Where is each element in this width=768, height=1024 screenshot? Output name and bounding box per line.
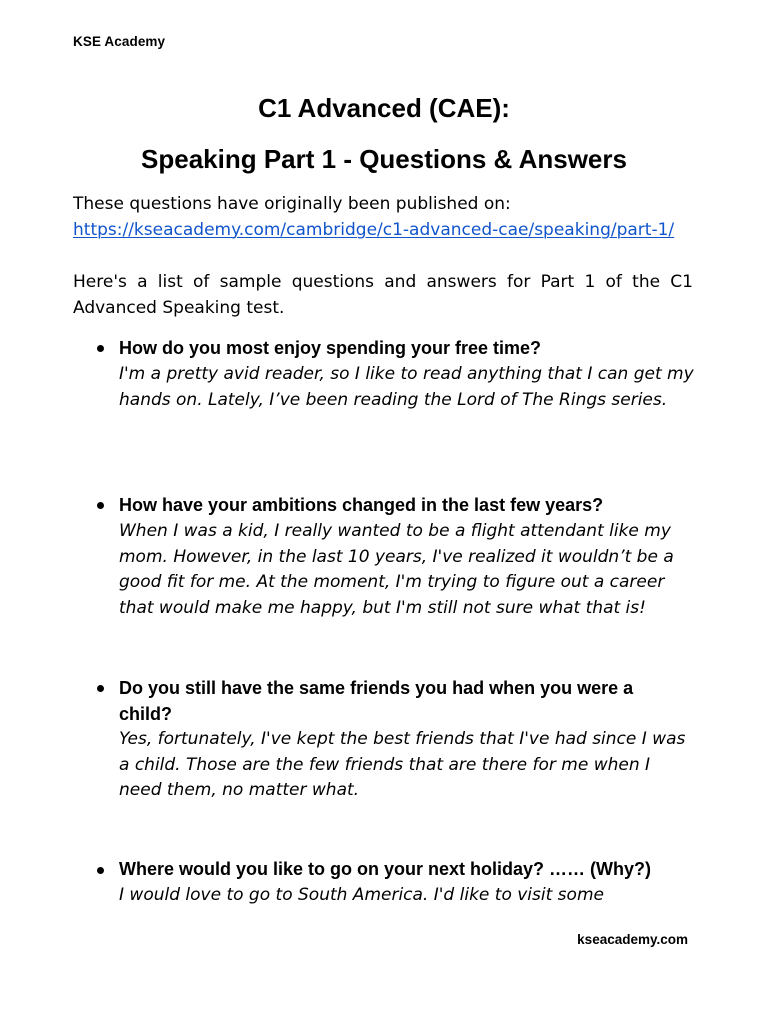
bullet-icon bbox=[97, 685, 104, 692]
bullet-icon bbox=[97, 345, 104, 352]
question-text: How do you most enjoy spending your free time? bbox=[119, 338, 542, 358]
source-note bbox=[73, 192, 693, 243]
page-subtitle: Speaking Part 1 - Questions & Answers bbox=[141, 144, 627, 174]
question-text: Where would you like to go on your next holiday? …… (Why?) bbox=[119, 859, 652, 879]
question-text: How have your ambitions changed in the last few years? bbox=[119, 495, 604, 515]
source-text: These questions have originally been published on: bbox=[73, 194, 511, 214]
answer-text: I would love to go to South America. I'd like to visit some bbox=[119, 885, 604, 905]
footer-site: kseacademy.com bbox=[577, 932, 688, 947]
header-brand: KSE Academy bbox=[73, 34, 166, 49]
bullet-icon bbox=[97, 502, 104, 509]
source-link[interactable]: https://kseacademy.com/cambridge/c1-advanced-cae/speaking/part-1/ bbox=[73, 219, 675, 240]
page-title: C1 Advanced (CAE): bbox=[258, 93, 510, 123]
answer-text: When I was a kid, I really wanted to be a flight attendant like my mom. However, in the last 10 years, I've realized it wouldn’t be a good fit for me. At the moment, I'm trying to figure out a career that would make me happy, but I'm still not sure what that is! bbox=[119, 521, 674, 618]
question-text: Do you still have the same friends you had when you were a child? bbox=[119, 678, 634, 724]
answer-text: I'm a pretty avid reader, so I like to read anything that I can get my hands on. Lately, I’ve been reading the Lord of The Rings series. bbox=[119, 364, 694, 410]
answer-text: Yes, fortunately, I've kept the best friends that I've had since I was a child. Those are the few friends that are there for me when I need them, no matter what. bbox=[119, 729, 686, 800]
bullet-icon bbox=[97, 867, 104, 874]
intro-paragraph: Here's a list of sample questions and answers for Part 1 of the C1 Advanced Speaking test. bbox=[73, 272, 693, 318]
